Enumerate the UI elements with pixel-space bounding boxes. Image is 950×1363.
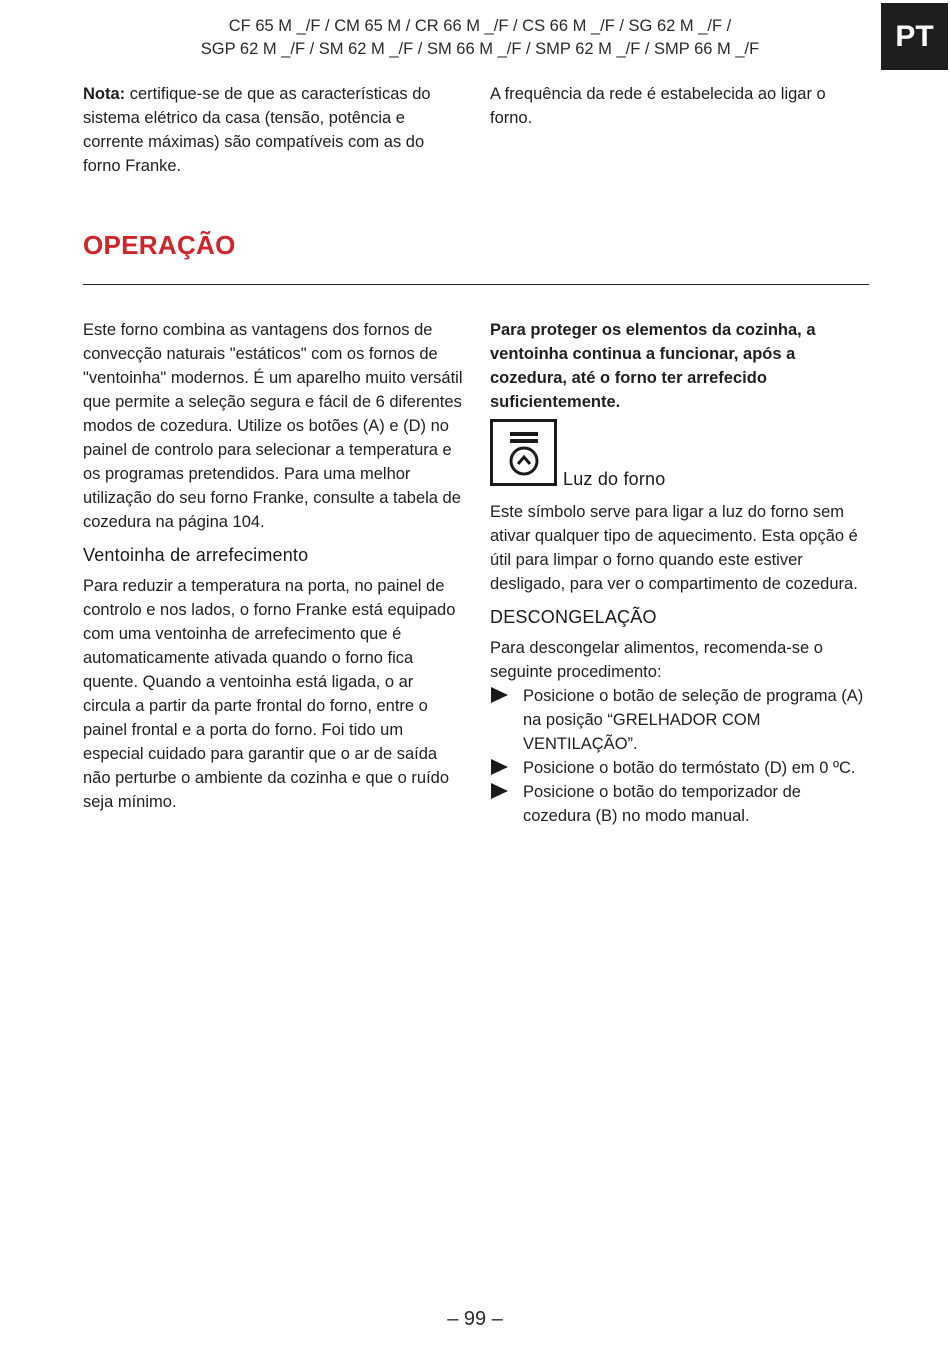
header-models — [120, 15, 840, 61]
defrost-step — [490, 684, 870, 756]
note-block — [83, 82, 463, 178]
cooling-fan-paragraph: Para reduzir a temperatura na porta, no painel de controlo e nos lados, o forno Franke está equipado com uma ventoinha de arrefecimento que é automaticamente ativada quando o forno fica quente. Quando a ventoinha está ligada, o ar circula a partir da parte frontal do forno, entre o painel frontal e a porta do forno. Foi tido um especial cuidado para garantir que o ar de saída não perturbe o ambiente da cozinha e que o ruído seja mínimo. — [83, 577, 456, 811]
arrow-bullet-icon — [491, 759, 508, 775]
frequency-block — [490, 82, 870, 130]
note-paragraph — [83, 82, 463, 178]
right-column-bottom — [490, 500, 870, 828]
defrost-step-text: Posicione o botão do temporizador de cozedura (B) no modo manual. — [523, 783, 801, 825]
left-column — [83, 318, 463, 814]
intro-paragraph: Este forno combina as vantagens dos fornos de convecção naturais "estáticos" com os fornos de "ventoinha" modernos. É um aparelho muito versátil que permite a seleção segura e fácil de 6 diferentes modos de cozedura. Utilize os botões (A) e (D) no painel de controlo para selecionar a temperatura e os programas pretendidos. Para uma melhor utilização do seu forno Franke, consulte a tabela de cozedura na página 104. — [83, 321, 463, 531]
oven-light-glyph — [493, 422, 554, 483]
section-title: OPERAÇÃO — [83, 230, 236, 260]
cooling-fan-heading: Ventoinha de arrefecimento — [83, 545, 309, 565]
note-label: Nota: — [83, 85, 126, 103]
protect-note-paragraph: Para proteger os elementos da cozinha, a ventoinha continua a funcionar, após a cozedura, até o forno ter arrefecido suficientemente. — [490, 321, 816, 411]
defrost-step-text: Posicione o botão do termóstato (D) em 0 ºC. — [523, 759, 856, 777]
defrost-step — [490, 756, 870, 780]
oven-light-icon — [490, 419, 557, 486]
language-badge: PT — [881, 3, 948, 70]
defrost-steps — [490, 684, 870, 828]
models-line-1: CF 65 M _/F / CM 65 M / CR 66 M _/F / CS 66 M _/F / SG 62 M _/F / — [228, 17, 732, 35]
arrow-bullet-icon — [491, 687, 508, 703]
defrost-step-text: Posicione o botão de seleção de programa (A) na posição “GRELHADOR COM VENTILAÇÃO”. — [523, 687, 864, 753]
note-text: certifique-se de que as características do sistema elétrico da casa (tensão, potência e corrente máximas) são compatíveis com as do forno Franke. — [83, 85, 431, 175]
oven-light-heading: Luz do forno — [563, 469, 666, 489]
defrost-step — [490, 780, 870, 828]
models-line-2: SGP 62 M _/F / SM 62 M _/F / SM 66 M _/F / SMP 62 M _/F / SMP 66 M _/F — [200, 40, 760, 58]
right-column-top — [490, 318, 870, 414]
section-divider — [83, 284, 869, 285]
oven-light-heading-wrap — [563, 466, 863, 492]
page-number: – 99 – — [447, 1308, 503, 1330]
frequency-paragraph: A frequência da rede é estabelecida ao ligar o forno. — [490, 85, 826, 127]
arrow-bullet-icon — [491, 783, 508, 799]
defrost-intro: Para descongelar alimentos, recomenda-se o seguinte procedimento: — [490, 639, 823, 681]
oven-light-paragraph: Este símbolo serve para ligar a luz do forno sem ativar qualquer tipo de aquecimento. Esta opção é útil para limpar o forno quando este estiver desligado, para ver o compartimento de cozedura. — [490, 503, 858, 593]
defrost-heading: DESCONGELAÇÃO — [490, 607, 657, 627]
